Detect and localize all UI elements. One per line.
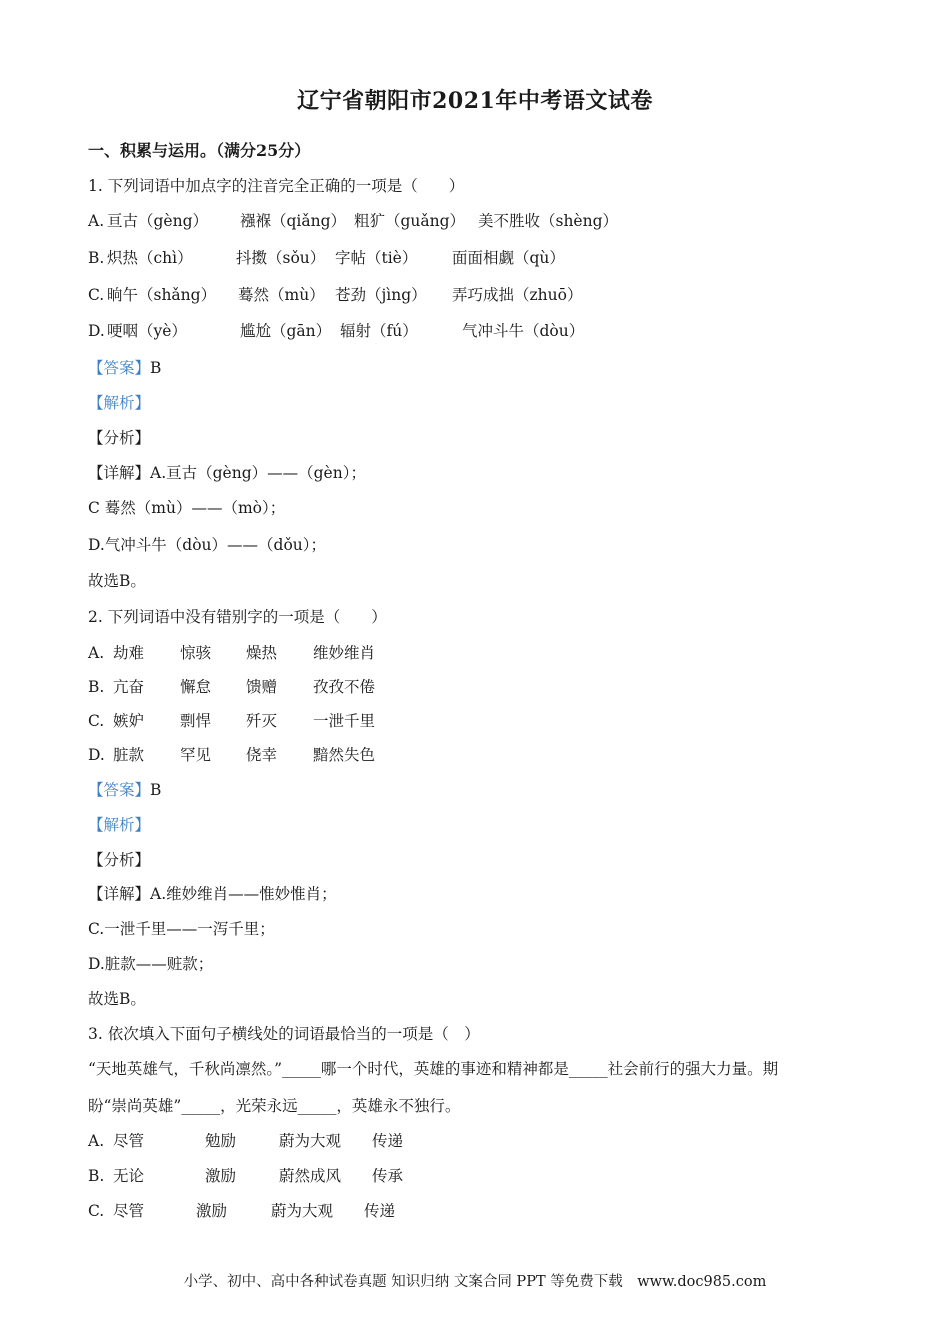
q2-answer: 【答案】B [88,781,162,799]
section-heading: 一、积累与运用。（满分25分） [88,141,311,160]
q1-detail-1: 【详解】A.亘古（gèng）——（gèn）； [88,464,366,482]
q1-detail-4: 故选B。 [88,572,146,590]
page-title: 辽宁省朝阳市2021年中考语文试卷 [297,88,653,114]
document-page: 辽宁省朝阳市2021年中考语文试卷 一、积累与运用。（满分25分） 1. 下列词语中加点字的注音完全正确的一项是（ ） A. 亘古（gèng） 襁褓（qiǎng） 粗犷（guǎng） 美不胜收（shèng） B. 炽热（chì） 抖擞（sǒu） 字帖（tiè） 面面相觑（qù） C. 晌午（shǎng） 蓦然（mù） 苍劲（jìng） 弄巧成拙（zhuō） D. 哽咽（yè） 尴尬（gān） 辐射（fú） 气冲斗牛（dòu） 【答案】B 【解析】 【分析】 【详解】A.亘古（gèng）——（gèn）； C 蓦然（mù）——（mò）； D.气冲斗牛（dòu）——（dǒu）； 故选B。 2. 下列词语中没有错别字的一项是（ ） A. 劫难 惊骇 燥热 维妙维肖 B. 亢奋 懈怠 馈赠 孜孜不倦 C. 嫉妒 剽悍 歼灭 一泄千里 D. 脏款 罕见 侥幸 黯然失色 【答案】B 【解析】 【分析】 【详解】A.维妙维肖——惟妙惟肖； C.一泄千里——一泻千里； D.脏款——赃款； 故选B。 3. 依次填入下面句子横线处的词语最恰当的一项是（ ） “天地英雄气，千秋尚凛然。”_____哪一个时代，英雄的事迹和精神都是_____社会前行的强大力量。期 盼“崇尚英雄”_____，光荣永远_____，英雄永不独行。 A. 尽管 勉励 蔚为大观 传递 B. 无论 激励 蔚然成风 传承 C. 尽管 激励 蔚为大观 传递 小学、初中、高中各种试卷真题 知识归纳 文案合同 PPT 等免费下载 www.doc985.com [0,0,950,1344]
q1-answer: 【答案】B [88,359,162,377]
q1-detail-2: C 蓦然（mù）——（mò）； [88,499,286,517]
q2-detail-2: C.一泄千里——一泻千里； [88,920,275,938]
q2-analysis-tag: 【解析】 [88,816,151,834]
q3-passage-line-1: “天地英雄气，千秋尚凛然。”_____哪一个时代，英雄的事迹和精神都是_____社会前行的强大力量。期 [88,1060,779,1078]
question-2-stem: 2. 下列词语中没有错别字的一项是（ ） [88,608,387,626]
q2-detail-3: D.脏款——赃款； [88,955,214,973]
q3-passage-line-2: 盼“崇尚英雄”_____，光荣永远_____，英雄永不独行。 [88,1097,461,1115]
q1-detail-3: D.气冲斗牛（dòu）——（dǒu）； [88,536,327,554]
q1-analysis-tag: 【解析】 [88,394,151,412]
q2-detail-4: 故选B。 [88,990,146,1008]
q1-fenxi: 【分析】 [88,429,151,447]
page-footer: 小学、初中、高中各种试卷真题 知识归纳 文案合同 PPT 等免费下载 www.doc985.com [183,1274,767,1290]
question-1-stem: 1. 下列词语中加点字的注音完全正确的一项是（ ） [88,177,465,195]
q2-fenxi: 【分析】 [88,851,151,869]
q2-detail-1: 【详解】A.维妙维肖——惟妙惟肖； [88,885,337,903]
question-3-stem: 3. 依次填入下面句子横线处的词语最恰当的一项是（ ） [88,1025,480,1043]
